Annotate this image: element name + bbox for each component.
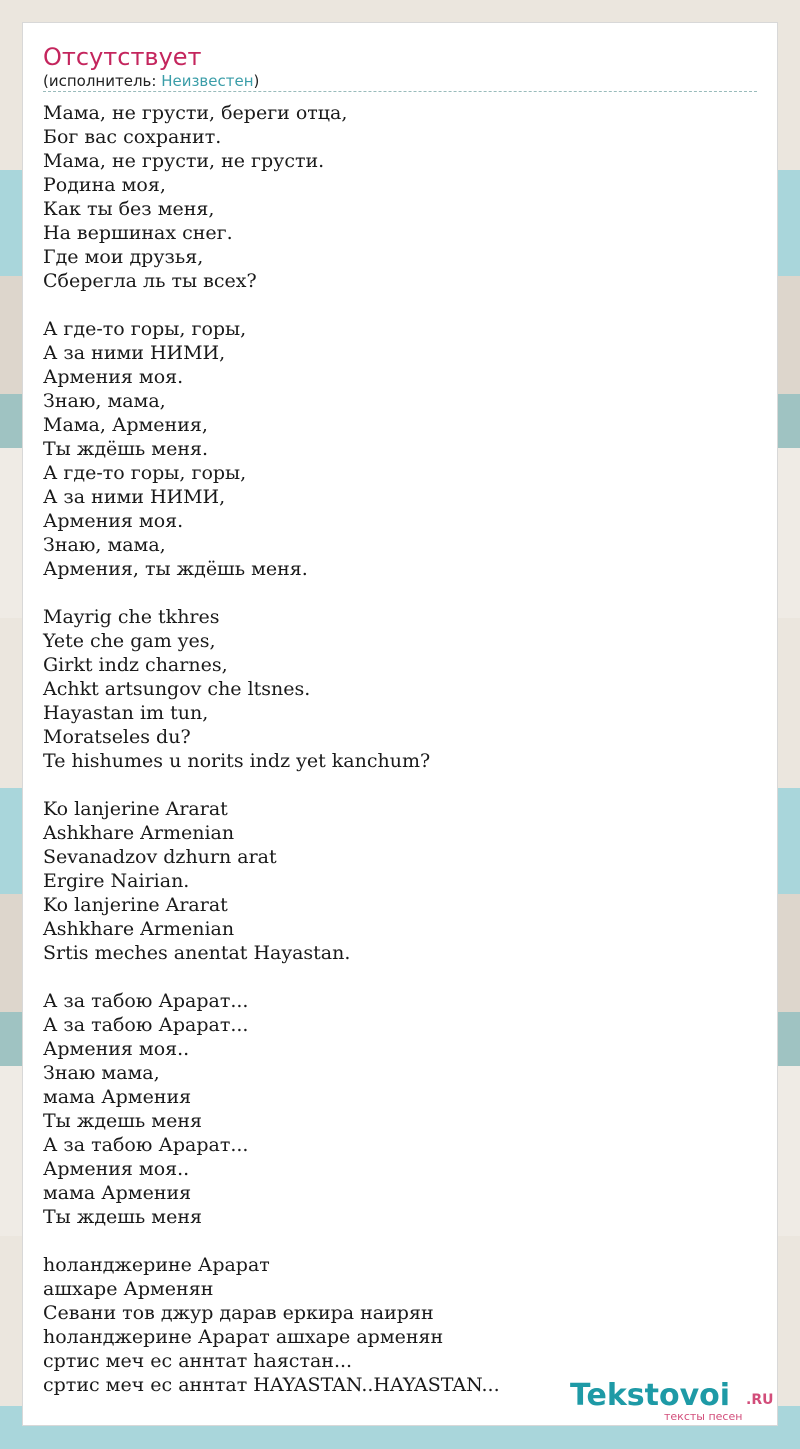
lyric-line: А за табою Арарат...: [43, 990, 249, 1012]
lyric-line: Ko lanjerine Ararat: [43, 798, 228, 820]
lyric-line: Ergire Nairian.: [43, 870, 190, 892]
logo-wordmark: Tekstovoi: [570, 1378, 731, 1413]
lyric-line: Te hishumes u norits indz yet kanchum?: [43, 750, 431, 772]
logo-domain: .RU: [746, 1392, 774, 1408]
lyric-line: [43, 581, 759, 605]
lyric-line: Мама, Армения,: [43, 414, 208, 436]
lyric-line: Армения, ты ждёшь меня.: [43, 558, 308, 580]
lyric-line: сртис меч ес аннтат hаястан...: [43, 1350, 353, 1372]
lyric-line: hоланджерине Арарат ашхаре арменян: [43, 1326, 444, 1348]
lyric-line: Севани тов джур дарав еркира наирян: [43, 1302, 434, 1324]
lyrics-text: [43, 101, 759, 1397]
lyric-line: мама Армения: [43, 1086, 192, 1108]
lyric-line: Srtis meches anentat Hayastan.: [43, 942, 351, 964]
lyric-line: Mayrig che tkhres: [43, 606, 220, 628]
lyric-line: А за табою Арарат...: [43, 1014, 249, 1036]
lyric-line: [43, 293, 759, 317]
lyric-line: Бог вас сохранит.: [43, 126, 222, 148]
artist-link[interactable]: Неизвестен: [161, 72, 254, 90]
title-divider: [43, 91, 757, 92]
lyric-line: Ты ждешь меня: [43, 1206, 202, 1228]
lyric-line: Achkt artsungov che ltsnes.: [43, 678, 311, 700]
lyric-line: Знаю, мама,: [43, 534, 166, 556]
lyric-line: Girkt indz charnes,: [43, 654, 228, 676]
lyric-line: Знаю, мама,: [43, 390, 166, 412]
artist-prefix: (исполнитель:: [43, 72, 162, 90]
lyric-line: [43, 773, 759, 797]
artist-line: [43, 72, 259, 90]
lyric-line: А где-то горы, горы,: [43, 318, 247, 340]
lyric-line: Родина моя,: [43, 174, 166, 196]
lyric-line: Армения моя.: [43, 510, 184, 532]
lyric-line: Ko lanjerine Ararat: [43, 894, 228, 916]
lyric-line: Sevanadzov dzhurn arat: [43, 846, 277, 868]
lyric-line: Где мои друзья,: [43, 246, 204, 268]
lyric-line: [43, 965, 759, 989]
song-title: Отсутствует: [43, 43, 202, 71]
lyric-line: Ashkhare Armenian: [43, 822, 235, 844]
lyric-line: Армения моя..: [43, 1038, 190, 1060]
lyric-line: мама Армения: [43, 1182, 192, 1204]
lyric-line: Hayastan im tun,: [43, 702, 209, 724]
lyric-line: ашхаре Арменян: [43, 1278, 214, 1300]
lyric-line: Ты ждёшь меня.: [43, 438, 209, 460]
logo-tagline: тексты песен: [664, 1410, 743, 1423]
lyric-line: Ты ждешь меня: [43, 1110, 202, 1132]
lyric-line: сртис меч ес аннтат HAYASTAN..HAYASTAN...: [43, 1374, 500, 1396]
artist-suffix: ): [253, 72, 260, 90]
lyric-line: Ashkhare Armenian: [43, 918, 235, 940]
lyric-line: На вершинах снег.: [43, 222, 233, 244]
lyric-line: Moratseles du?: [43, 726, 191, 748]
lyric-line: Мама, не грусти, не грусти.: [43, 150, 325, 172]
lyric-line: Мама, не грусти, береги отца,: [43, 102, 348, 124]
lyric-line: А где-то горы, горы,: [43, 462, 247, 484]
lyric-line: А за ними НИМИ,: [43, 486, 226, 508]
lyric-line: А за ними НИМИ,: [43, 342, 226, 364]
lyric-line: А за табою Арарат...: [43, 1134, 249, 1156]
lyric-line: hоланджерине Арарат: [43, 1254, 270, 1276]
lyric-line: Знаю мама,: [43, 1062, 160, 1084]
lyric-line: [43, 1229, 759, 1253]
lyric-line: Армения моя.: [43, 366, 184, 388]
lyric-line: Сберегла ль ты всех?: [43, 270, 257, 292]
lyric-line: Как ты без меня,: [43, 198, 215, 220]
lyric-line: Yete che gam yes,: [43, 630, 216, 652]
lyric-line: Армения моя..: [43, 1158, 190, 1180]
site-logo[interactable]: [570, 1378, 780, 1422]
lyrics-card: [22, 22, 778, 1426]
